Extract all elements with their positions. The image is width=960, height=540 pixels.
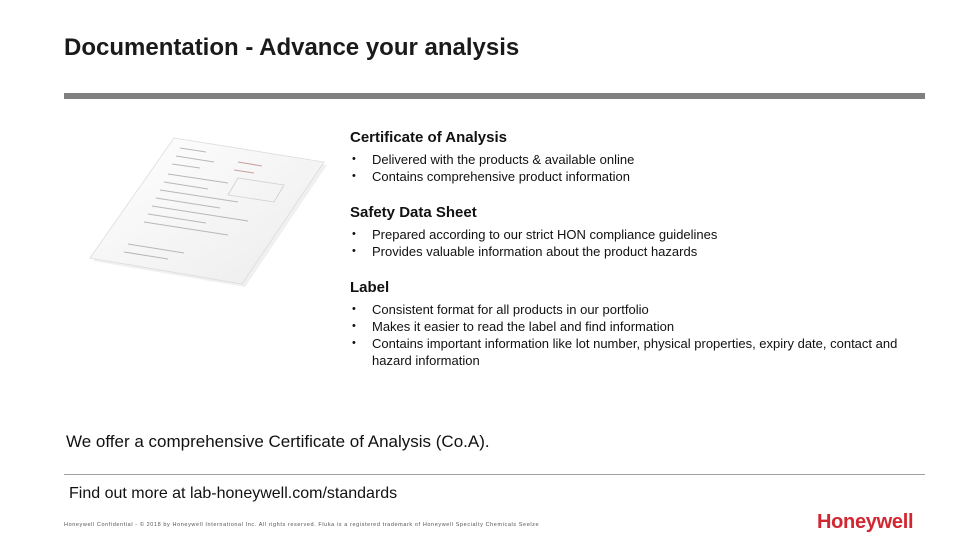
list-item-text: Consistent format for all products in our portfolio: [372, 302, 649, 317]
list-item-text: Contains important information like lot number, physical properties, expiry date, contact and hazard information: [372, 336, 898, 368]
list-item: [350, 226, 910, 243]
bullet-icon: •: [352, 320, 356, 332]
bottom-divider: [64, 474, 925, 475]
section-heading: Safety Data Sheet: [350, 204, 477, 221]
list-item-text: Provides valuable information about the product hazards: [372, 244, 698, 259]
certificate-document-illustration: [88, 132, 328, 287]
honeywell-logo: Honeywell: [817, 511, 914, 533]
section-certificate-of-analysis: [350, 129, 910, 185]
bullet-list: [350, 226, 910, 260]
list-item: [350, 243, 910, 260]
bullet-icon: •: [352, 337, 356, 349]
list-item: [350, 151, 910, 168]
title-divider: [64, 93, 925, 99]
section-safety-data-sheet: [350, 204, 910, 260]
bullet-icon: •: [352, 153, 356, 165]
section-heading: Certificate of Analysis: [350, 129, 507, 146]
list-item-text: Delivered with the products & available online: [372, 152, 635, 167]
list-item-text: Makes it easier to read the label and find information: [372, 319, 675, 334]
document-types-list: [350, 129, 910, 388]
section-heading: Label: [350, 279, 390, 296]
bullet-icon: •: [352, 245, 356, 257]
section-label: [350, 279, 910, 369]
list-item-text: Prepared according to our strict HON compliance guidelines: [372, 227, 718, 242]
bullet-icon: •: [352, 170, 356, 182]
bullet-icon: •: [352, 303, 356, 315]
list-item: [350, 168, 910, 185]
page-title: Documentation - Advance your analysis: [64, 34, 520, 61]
bullet-list: [350, 301, 910, 369]
bullet-icon: •: [352, 228, 356, 240]
find-out-more-link[interactable]: Find out more at lab-honeywell.com/standards: [69, 485, 398, 502]
list-item-text: Contains comprehensive product information: [372, 169, 630, 184]
footer-legal-text: Honeywell Confidential - © 2018 by Honeywell International Inc. All rights reserved. Fluka is a registered trademark of Honeywell Specialty Chemicals Seelze: [64, 522, 540, 528]
list-item: [350, 301, 910, 318]
offer-statement: We offer a comprehensive Certificate of Analysis (Co.A).: [66, 432, 490, 451]
bullet-list: [350, 151, 910, 185]
list-item: [350, 318, 910, 335]
list-item: [350, 335, 910, 369]
